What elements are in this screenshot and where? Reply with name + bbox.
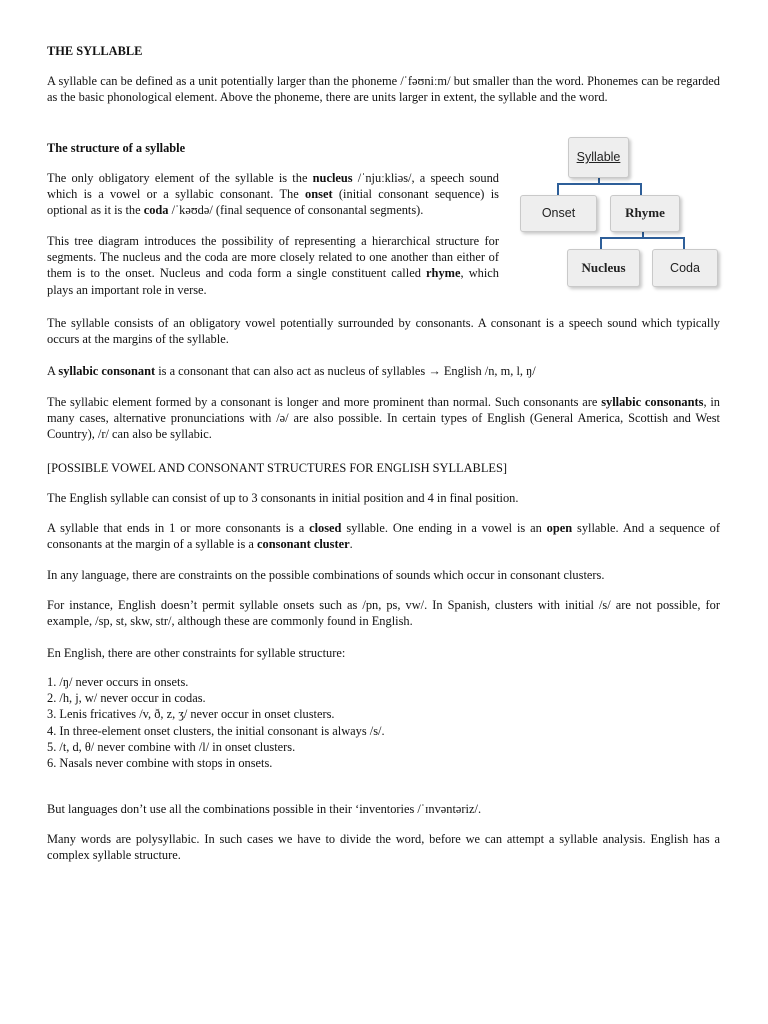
node-nucleus: Nucleus xyxy=(567,249,640,287)
term-closed: closed xyxy=(309,521,342,535)
node-coda: Coda xyxy=(652,249,718,287)
term-nucleus: nucleus xyxy=(312,171,353,185)
node-rhyme: Rhyme xyxy=(610,195,680,232)
structure-paragraph-2: This tree diagram introduces the possibility of representing a hierarchical structure for segments. The nucleus and the coda are more closely related to one another than either of them is to the onset. Nucleus and coda form a single constituent called rhyme, which plays an important role in verse. xyxy=(47,234,499,297)
term-syllabic-consonants: syllabic consonants xyxy=(601,395,704,409)
constraint-rules-list xyxy=(47,674,720,771)
term-syllabic-consonant: syllabic consonant xyxy=(58,364,156,378)
section-heading-structure: The structure of a syllable xyxy=(47,141,186,155)
english-constraints-intro: En English, there are other constraints for syllable structure: xyxy=(47,646,346,660)
list-item: 1. /ŋ/ never occurs in onsets. xyxy=(47,675,189,689)
connector-to-onset xyxy=(557,183,559,195)
connector-to-nucleus xyxy=(600,237,602,249)
instance-paragraph: For instance, English doesn’t permit syllable onsets such as /pn, ps, vw/. In Spanish, clusters with initial /s/ are not possible, for example, /sp, st, skw, str/, although these are commonly found in English. xyxy=(47,598,720,629)
connector-to-coda xyxy=(683,237,685,249)
intro-paragraph: A syllable can be defined as a unit potentially larger than the phoneme /ˈfəʊniːm/ but smaller than the word. Phonemes can be regarded as the basic phonological element. Above the phoneme, there are units larger in extent, the syllable and the word. xyxy=(47,74,720,105)
term-open: open xyxy=(546,521,573,535)
list-item: 2. /h, j, w/ never occur in codas. xyxy=(47,691,206,706)
term-coda: coda xyxy=(143,203,169,218)
page-title: THE SYLLABLE xyxy=(47,44,143,58)
list-item: 5. /t, d, θ/ never combine with /l/ in onset clusters. xyxy=(47,739,296,754)
syllable-tree-diagram xyxy=(520,134,725,294)
closed-open-paragraph: A syllable that ends in 1 or more consonants is a closed syllable. One ending in a vowel is an open syllable. And a sequence of consonants at the margin of a syllable is a consonant cluster. xyxy=(47,521,721,552)
vowel-paragraph: The syllable consists of an obligatory vowel potentially surrounded by consonants. A consonant is a speech sound which typically occurs at the margins of the syllable. xyxy=(47,316,720,347)
polysyllabic-paragraph: Many words are polysyllabic. In such cases we have to divide the word, before we can attempt a syllable analysis. English has a complex syllable structure. xyxy=(47,832,720,863)
structures-bracket-heading: [POSSIBLE VOWEL AND CONSONANT STRUCTURES FOR ENGLISH SYLLABLES] xyxy=(47,461,507,475)
connector-to-rhyme xyxy=(640,183,642,195)
node-onset: Onset xyxy=(520,195,597,232)
term-rhyme: rhyme xyxy=(426,266,461,281)
consonant-count-paragraph: The English syllable can consist of up to 3 consonants in initial position and 4 in final position. xyxy=(47,491,519,505)
list-item: 3. Lenis fricatives /v, ð, z, ʒ/ never occur in onset clusters. xyxy=(47,707,335,722)
list-item: 4. In three-element onset clusters, the initial consonant is always /s/. xyxy=(47,723,385,738)
node-syllable: Syllable xyxy=(568,137,629,178)
term-onset: onset xyxy=(305,187,333,202)
list-item: 6. Nasals never combine with stops in onsets. xyxy=(47,756,273,771)
syllabic-consonant-paragraph: A syllabic consonant is a consonant that can also act as nucleus of syllables → English /n, m, l, ŋ/ xyxy=(47,364,536,378)
constraints-paragraph: In any language, there are constraints on the possible combinations of sounds which occur in consonant clusters. xyxy=(47,568,605,582)
structure-paragraph-1: The only obligatory element of the syllable is the nucleus /ˈnjuːkliəs/, a speech sound which is a vowel or a syllabic consonant. The onset (initial consonant sequence) is optional as it is the coda /ˈkəʊdə/ (final sequence of consonantal segments). xyxy=(47,171,499,218)
term-consonant-cluster: consonant cluster xyxy=(257,537,350,552)
syllabic-element-paragraph: The syllabic element formed by a consonant is longer and more prominent than normal. Such consonants are syllabic consonants, in many cases, alternative pronunciations with /ə/ are also possible. In certain types of English (General America, Scottish and West Country), /r/ can also be syllabic. xyxy=(47,395,720,442)
connector-level1-bar xyxy=(557,183,642,185)
inventories-paragraph: But languages don’t use all the combinations possible in their ‘inventories /ˈɪnvəntəriz/. xyxy=(47,802,482,816)
connector-level2-bar xyxy=(600,237,685,239)
